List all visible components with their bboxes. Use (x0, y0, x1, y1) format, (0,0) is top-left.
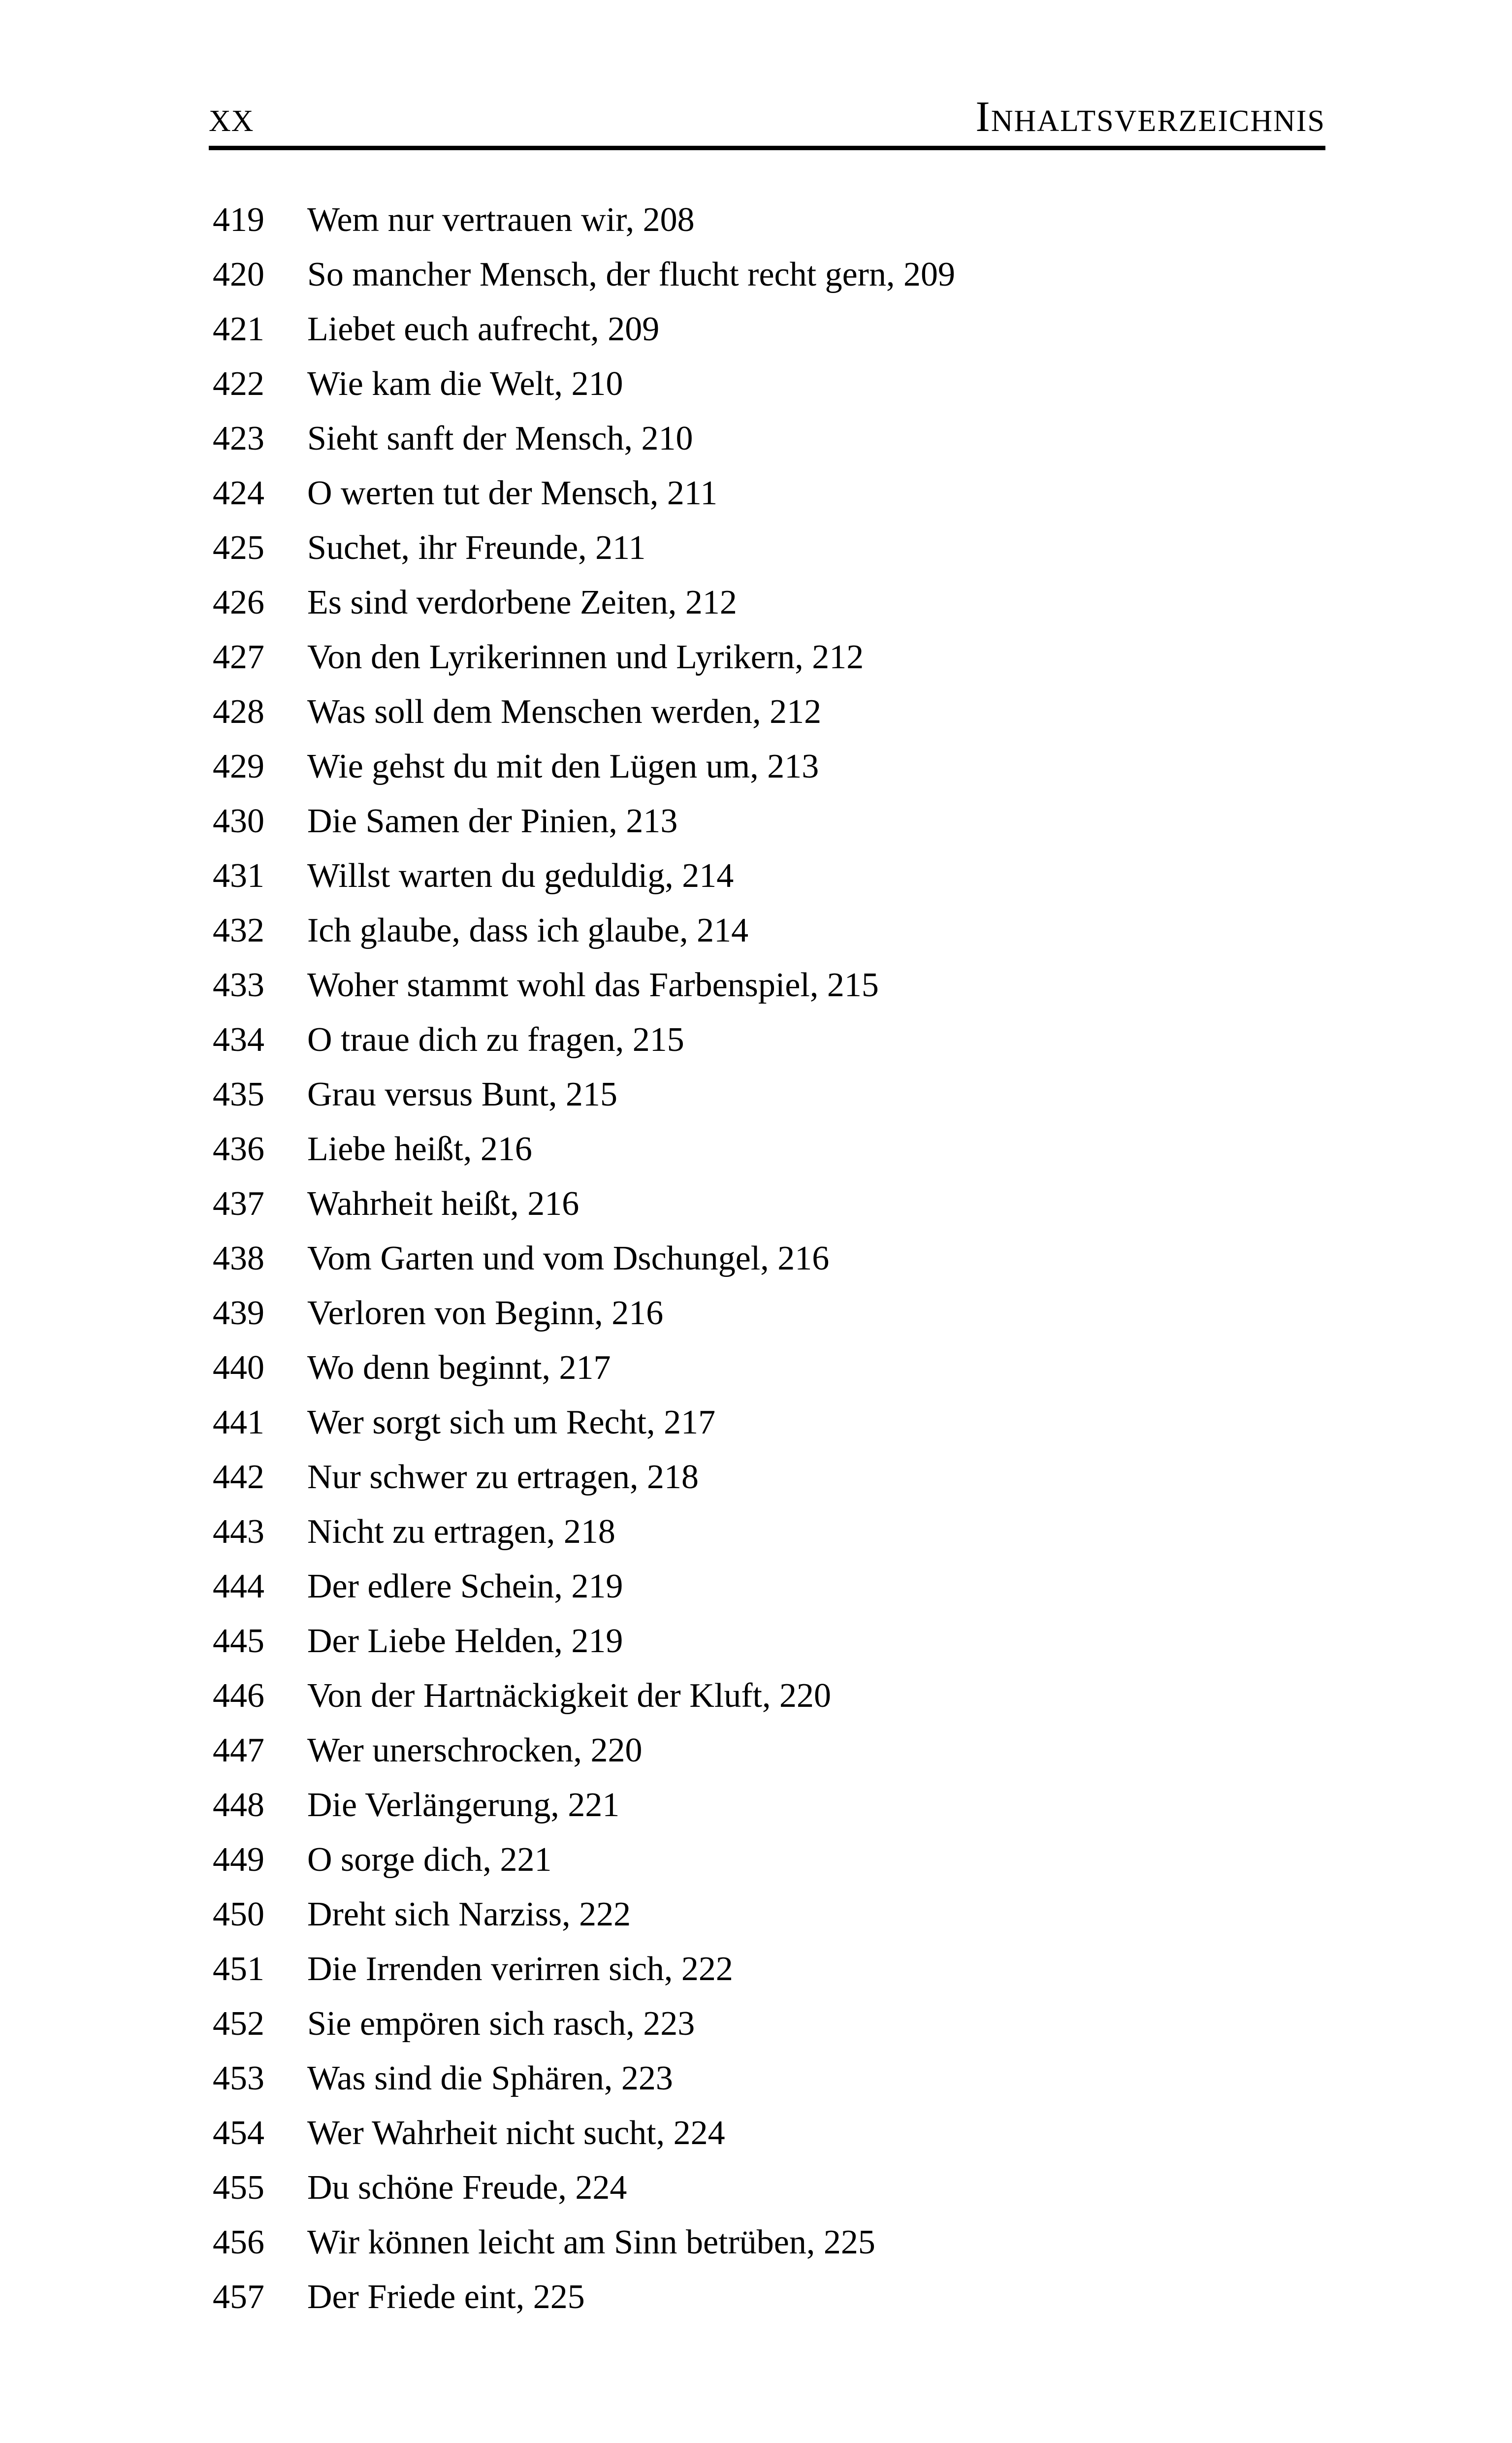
entry-page: 212 (770, 693, 822, 731)
entry-page: 225 (823, 2223, 875, 2261)
entry-number: 442 (213, 1458, 264, 1496)
entry-page: 223 (621, 2059, 673, 2097)
toc-entry (213, 1614, 1325, 1668)
toc-entry (213, 2160, 1325, 2215)
entry-page: 214 (697, 912, 749, 949)
entry-page: 220 (590, 1731, 643, 1769)
entry-page: 215 (827, 966, 879, 1004)
entry-number: 451 (213, 1950, 264, 1988)
entry-title: Wo denn beginnt , (307, 1349, 559, 1387)
entry-title: O sorge dich , (307, 1841, 500, 1879)
entry-number: 439 (213, 1294, 264, 1332)
entry-title: Grau versus Bunt , (307, 1075, 566, 1113)
toc-entry (213, 1668, 1325, 1723)
entry-number: 449 (213, 1841, 264, 1879)
entry-number: 446 (213, 1677, 264, 1715)
entry-title: Nur schwer zu ertragen , (307, 1458, 647, 1496)
toc-entry (213, 1778, 1325, 1832)
toc-entry (213, 247, 1325, 302)
entry-page: 215 (632, 1021, 684, 1059)
toc-entry (213, 1176, 1325, 1231)
entry-number: 440 (213, 1349, 264, 1387)
header-title: Inhaltsverzeichnis (975, 93, 1325, 141)
toc-entry (213, 1504, 1325, 1559)
entry-number: 435 (213, 1075, 264, 1113)
entry-number: 428 (213, 693, 264, 731)
header-rule (209, 146, 1325, 150)
entry-title: O werten tut der Mensch , (307, 474, 667, 512)
toc-entry (213, 575, 1325, 630)
entry-page: 223 (643, 2005, 695, 2043)
entry-title: Willst warten du geduldig , (307, 857, 682, 895)
toc-entry (213, 1450, 1325, 1504)
entry-page: 212 (812, 638, 864, 676)
entry-page: 218 (646, 1458, 699, 1496)
toc-entry (213, 739, 1325, 794)
entry-number: 445 (213, 1622, 264, 1660)
entry-number: 447 (213, 1731, 264, 1769)
entry-title: Wie kam die Welt , (307, 365, 571, 403)
entry-number: 421 (213, 310, 264, 348)
entry-title: Sie empören sich rasch , (307, 2005, 643, 2043)
entry-title: Der Friede eint , (307, 2278, 533, 2316)
toc-entry (213, 357, 1325, 411)
entry-title: Wer unerschrocken , (307, 1731, 590, 1769)
entry-page: 216 (611, 1294, 664, 1332)
entry-number: 431 (213, 857, 264, 895)
entry-page: 219 (571, 1567, 623, 1605)
toc-entry (213, 1067, 1325, 1122)
entry-title: Die Verlängerung , (307, 1786, 568, 1824)
entry-title: Wahrheit heißt , (307, 1185, 527, 1223)
entry-title: Woher stammt wohl das Farbenspiel , (307, 966, 827, 1004)
entry-number: 422 (213, 365, 264, 403)
entry-title: Liebet euch aufrecht , (307, 310, 608, 348)
entry-number: 457 (213, 2278, 264, 2316)
toc-entry (213, 1723, 1325, 1778)
entry-number: 454 (213, 2114, 264, 2152)
entry-number: 426 (213, 584, 264, 621)
toc-entry (213, 958, 1325, 1012)
entry-title: Nicht zu ertragen , (307, 1513, 564, 1551)
entry-page: 208 (643, 201, 695, 239)
entry-number: 434 (213, 1021, 264, 1059)
entry-title: Die Irrenden verirren sich , (307, 1950, 681, 1988)
toc-entry (213, 1942, 1325, 1996)
entry-title: O traue dich zu fragen , (307, 1021, 633, 1059)
entry-page: 224 (575, 2169, 627, 2207)
page-number: xx (209, 93, 254, 141)
entry-number: 450 (213, 1895, 264, 1933)
entry-number: 438 (213, 1239, 264, 1277)
entry-page: 211 (667, 474, 718, 512)
entry-title: So mancher Mensch, der flucht recht gern , (307, 256, 903, 293)
entry-page: 210 (571, 365, 623, 403)
entry-page: 210 (641, 420, 693, 457)
entry-number: 424 (213, 474, 264, 512)
entry-number: 436 (213, 1130, 264, 1168)
toc-entry (213, 411, 1325, 466)
toc-entry (213, 1231, 1325, 1286)
entry-page: 213 (767, 748, 819, 785)
toc-entry (213, 848, 1325, 903)
entry-title: Vom Garten und vom Dschungel , (307, 1239, 777, 1277)
entry-title: Wie gehst du mit den Lügen um , (307, 748, 767, 785)
entry-title: Was soll dem Menschen werden , (307, 693, 770, 731)
toc-list (213, 193, 1325, 2324)
entry-page: 217 (664, 1403, 716, 1441)
entry-page: 212 (685, 584, 737, 621)
entry-title: Was sind die Sphären , (307, 2059, 621, 2097)
entry-page: 209 (903, 256, 955, 293)
toc-entry (213, 2270, 1325, 2324)
toc-entry (213, 630, 1325, 684)
entry-number: 456 (213, 2223, 264, 2261)
toc-entry (213, 1395, 1325, 1450)
toc-entry (213, 794, 1325, 848)
entry-page: 221 (500, 1841, 552, 1879)
toc-entry (213, 1887, 1325, 1942)
toc-entry (213, 1286, 1325, 1340)
toc-entry (213, 1122, 1325, 1176)
toc-entry (213, 466, 1325, 521)
entry-title: Verloren von Beginn , (307, 1294, 611, 1332)
toc-entry (213, 521, 1325, 575)
entry-number: 427 (213, 638, 264, 676)
entry-page: 224 (673, 2114, 725, 2152)
toc-entry (213, 2106, 1325, 2160)
toc-entry (213, 1340, 1325, 1395)
entry-number: 455 (213, 2169, 264, 2207)
entry-page: 222 (681, 1950, 733, 1988)
running-head (209, 93, 1325, 145)
entry-page: 209 (608, 310, 660, 348)
entry-page: 216 (480, 1130, 532, 1168)
entry-page: 216 (777, 1239, 830, 1277)
entry-title: Es sind verdorbene Zeiten , (307, 584, 685, 621)
toc-entry (213, 1559, 1325, 1614)
entry-number: 448 (213, 1786, 264, 1824)
toc-entry (213, 1996, 1325, 2051)
entry-title: Suchet, ihr Freunde , (307, 529, 595, 567)
entry-number: 444 (213, 1567, 264, 1605)
entry-title: Wem nur vertrauen wir , (307, 201, 643, 239)
entry-page: 219 (571, 1622, 623, 1660)
entry-number: 432 (213, 912, 264, 949)
toc-entry (213, 903, 1325, 958)
entry-page: 211 (595, 529, 646, 567)
entry-page: 218 (563, 1513, 615, 1551)
entry-number: 430 (213, 802, 264, 840)
entry-page: 213 (626, 802, 678, 840)
entry-page: 222 (579, 1895, 631, 1933)
entry-number: 420 (213, 256, 264, 293)
entry-number: 433 (213, 966, 264, 1004)
entry-title: Liebe heißt , (307, 1130, 481, 1168)
entry-number: 425 (213, 529, 264, 567)
entry-title: Der edlere Schein , (307, 1567, 571, 1605)
entry-page: 217 (559, 1349, 611, 1387)
entry-title: Der Liebe Helden , (307, 1622, 571, 1660)
entry-title: Von der Hartnäckigkeit der Kluft , (307, 1677, 779, 1715)
entry-number: 453 (213, 2059, 264, 2097)
entry-page: 216 (527, 1185, 579, 1223)
entry-number: 443 (213, 1513, 264, 1551)
toc-entry (213, 1832, 1325, 1887)
entry-number: 437 (213, 1185, 264, 1223)
entry-title: Die Samen der Pinien , (307, 802, 626, 840)
entry-number: 423 (213, 420, 264, 457)
entry-title: Wir können leicht am Sinn betrüben , (307, 2223, 824, 2261)
toc-entry (213, 302, 1325, 357)
toc-entry (213, 193, 1325, 247)
entry-page: 225 (533, 2278, 585, 2316)
entry-number: 429 (213, 748, 264, 785)
entry-title: Ich glaube, dass ich glaube , (307, 912, 697, 949)
entry-title: Sieht sanft der Mensch , (307, 420, 641, 457)
entry-number: 452 (213, 2005, 264, 2043)
entry-number: 419 (213, 201, 264, 239)
entry-number: 441 (213, 1403, 264, 1441)
entry-page: 220 (779, 1677, 831, 1715)
entry-page: 221 (568, 1786, 620, 1824)
toc-entry (213, 684, 1325, 739)
entry-title: Von den Lyrikerinnen und Lyrikern , (307, 638, 812, 676)
entry-title: Du schöne Freude , (307, 2169, 575, 2207)
toc-entry (213, 2051, 1325, 2106)
entry-page: 215 (565, 1075, 617, 1113)
toc-entry (213, 1012, 1325, 1067)
toc-entry (213, 2215, 1325, 2270)
entry-page: 214 (682, 857, 734, 895)
entry-title: Wer Wahrheit nicht sucht , (307, 2114, 674, 2152)
entry-title: Dreht sich Narziss , (307, 1895, 579, 1933)
entry-title: Wer sorgt sich um Recht , (307, 1403, 664, 1441)
